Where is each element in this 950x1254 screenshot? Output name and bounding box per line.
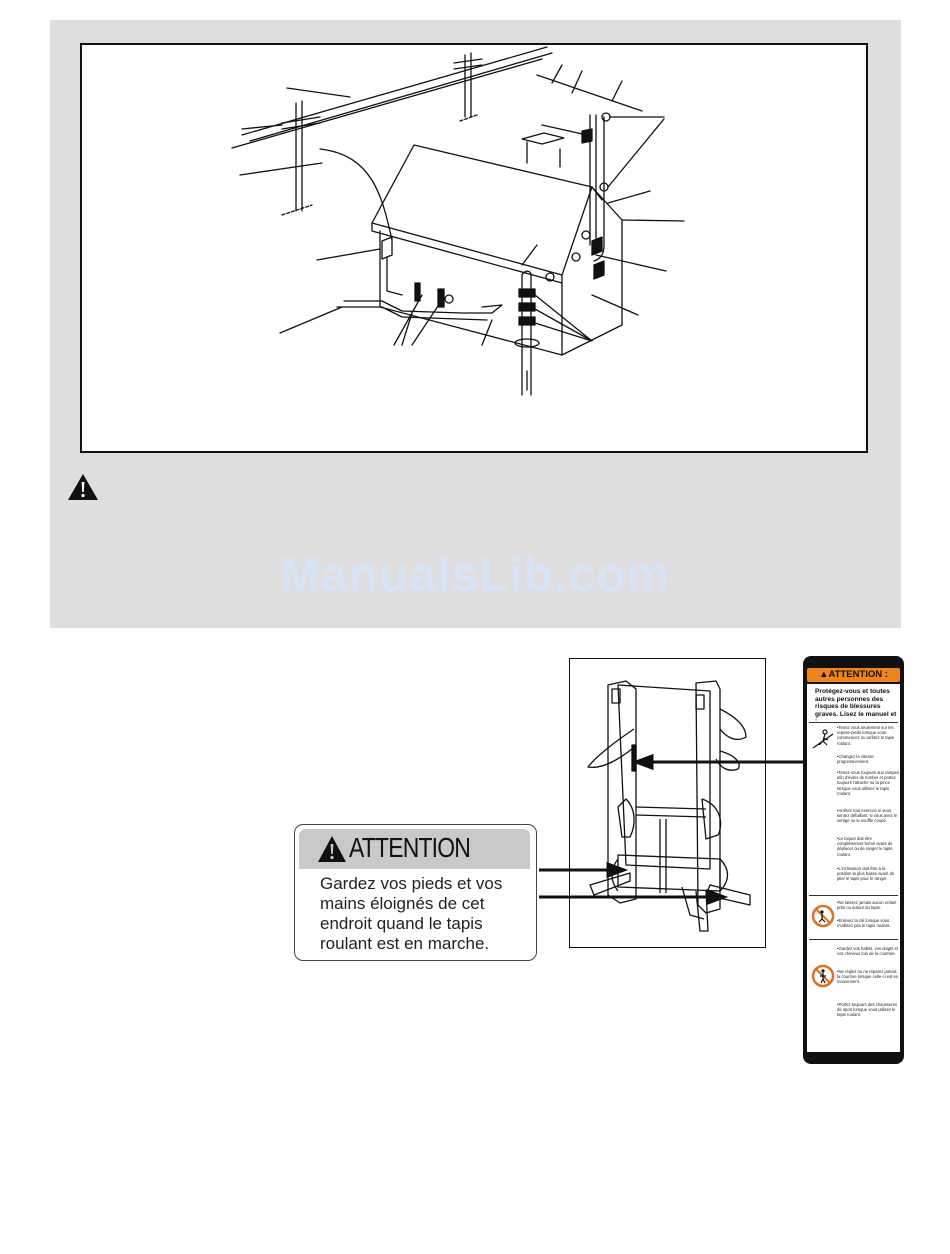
warning-triangle-icon [66, 472, 100, 502]
person-stepping-icon [811, 728, 835, 750]
attention-decal [294, 824, 537, 961]
sticker-body [807, 684, 900, 1052]
decal-line: mains éloignés de cet [320, 894, 485, 913]
sticker-item: •Changez la vitesse progressivement. [837, 754, 874, 765]
sticker-item: •Enlevez la clé lorsque vous n'utilisez pas le tapis roulant. [837, 918, 891, 929]
safety-warning-sticker [803, 656, 904, 1064]
sticker-item: •Gardez vos habits, vos doigts et vos cheveux loin de la courroie. [837, 946, 899, 957]
treadmill-drawing [570, 659, 767, 949]
sticker-item: •Portez toujours des chaussures de sport lorsque vous utilisez le tapis roulant. [837, 1002, 898, 1018]
decal-line: endroit quand le tapis [320, 914, 483, 933]
sticker-title: ▲ATTENTION : [807, 668, 900, 682]
grounding-diagram-drawing [82, 45, 870, 455]
no-children-icon [811, 904, 835, 928]
sticker-item: •Tenez vous seulement sur les repose-pieds lorsque vous commencez ou arrêtez le tapis roulant. [837, 725, 895, 746]
watermark: ManualsLib.com [279, 549, 671, 602]
sticker-item: •Ne réglez ou ne réparez jamais la courroie lorsque celle-ci est en mouvement. [837, 969, 899, 985]
sticker-item: •Ne laissez jamais aucun enfant près ou autour du tapis. [837, 900, 897, 911]
sticker-item: •Arrêtez tout exercice si vous sentez défaillant, si vous avez le vertige ou le souffle coupé. [837, 808, 898, 824]
sticker-divider [809, 895, 898, 896]
sticker-item: •L'inclinaison doit être à la position la plus basse avant de plier le tapis pour le ranger. [837, 866, 895, 882]
sticker-intro: Protégez-vous et toutes autres personnes des risques de blessures graves. Lisez le manuel et [815, 688, 897, 718]
decal-line: Gardez vos pieds et vos [320, 874, 503, 893]
sticker-divider [809, 939, 898, 940]
no-hands-near-belt-icon [811, 964, 835, 988]
sticker-item: •Tenez-vous toujours aux rampes afin d'éviter de tomber et portez toujours l'attache ou la pince lorsque vous utilisez le tapis roulant. [837, 770, 899, 796]
antenna-grounding-diagram [80, 43, 868, 453]
sticker-item: •Le loquet doit être complètement fermé avant de déplacer ou de ranger le tapis roulant. [837, 836, 893, 857]
sticker-divider [809, 722, 898, 723]
treadmill-illustration [569, 658, 766, 948]
attention-decal-title: ATTENTION [349, 832, 471, 863]
warning-triangle-icon [317, 835, 347, 863]
decal-line: roulant est en marche. [320, 934, 490, 953]
attention-decal-text [320, 874, 530, 954]
attention-decal-header [299, 829, 530, 869]
